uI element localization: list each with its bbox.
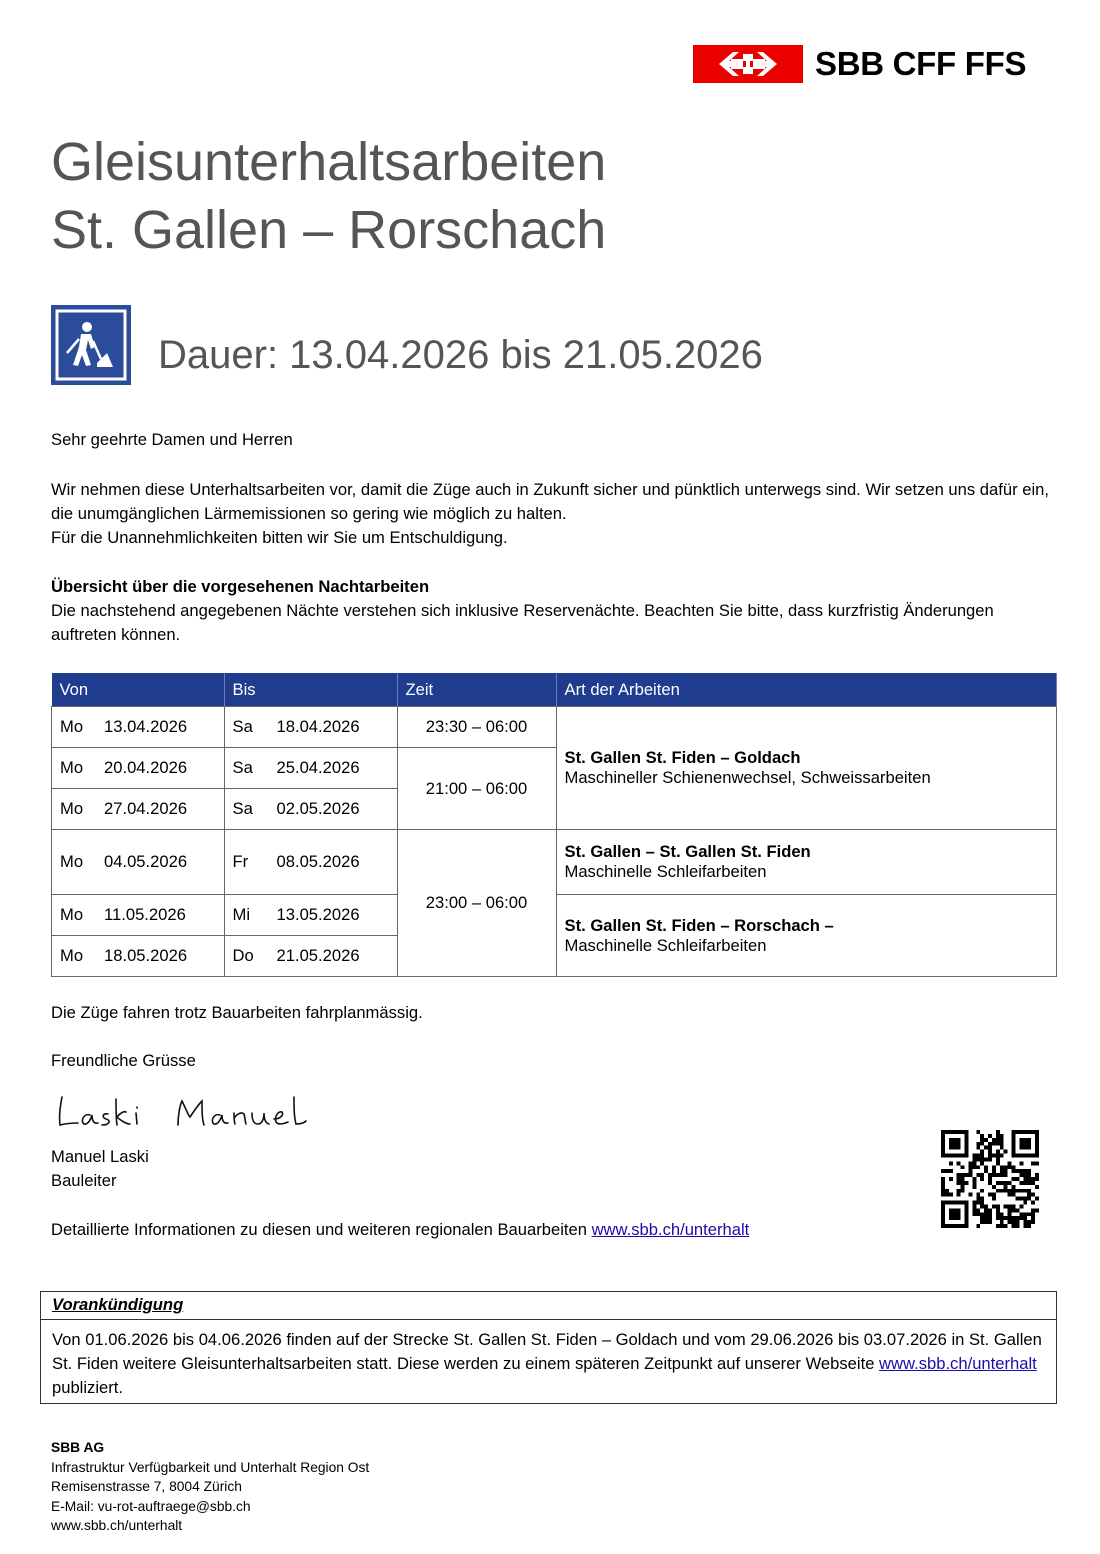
bis-cell: Fr 08.05.2026 bbox=[224, 830, 397, 895]
work-desc: Maschinelle Schleifarbeiten bbox=[564, 862, 767, 881]
header-art: Art der Arbeiten bbox=[556, 673, 1057, 707]
signer-role: Bauleiter bbox=[51, 1171, 117, 1190]
title-line-2: St. Gallen – Rorschach bbox=[51, 200, 607, 260]
table-row bbox=[52, 830, 1057, 895]
after-table-note: Die Züge fahren trotz Bauarbeiten fahrplanmässig. bbox=[51, 1003, 423, 1022]
footer-email: E-Mail: vu-rot-auftraege@sbb.ch bbox=[51, 1498, 251, 1514]
footer-dept: Infrastruktur Verfügbarkeit und Unterhalt Region Ost bbox=[51, 1459, 370, 1475]
schedule-table bbox=[51, 673, 1057, 977]
greeting: Freundliche Grüsse bbox=[51, 1051, 196, 1070]
bis-cell: Sa 02.05.2026 bbox=[224, 789, 397, 830]
von-cell: Mo 11.05.2026 bbox=[52, 895, 225, 936]
time-cell: 21:00 – 06:00 bbox=[397, 748, 556, 830]
overview-heading: Übersicht über die vorgesehenen Nachtarbeiten bbox=[51, 577, 430, 596]
work-cell bbox=[556, 707, 1057, 830]
von-cell: Mo 13.04.2026 bbox=[52, 707, 225, 748]
bis-cell: Mi 13.05.2026 bbox=[224, 895, 397, 936]
work-title: St. Gallen St. Fiden – Goldach bbox=[564, 748, 801, 767]
von-cell: Mo 04.05.2026 bbox=[52, 830, 225, 895]
salutation: Sehr geehrte Damen und Herren bbox=[51, 430, 293, 449]
bis-cell: Do 21.05.2026 bbox=[224, 936, 397, 977]
details-link[interactable]: www.sbb.ch/unterhalt bbox=[591, 1220, 750, 1239]
construction-worker-icon bbox=[51, 305, 131, 385]
notice-text-end: publiziert. bbox=[52, 1378, 124, 1397]
von-cell: Mo 18.05.2026 bbox=[52, 936, 225, 977]
notice-link[interactable]: www.sbb.ch/unterhalt bbox=[879, 1354, 1037, 1373]
header-bis: Bis bbox=[224, 673, 397, 707]
notice-title: Vorankündigung bbox=[52, 1295, 184, 1314]
sbb-logo bbox=[693, 45, 1026, 83]
bis-cell: Sa 18.04.2026 bbox=[224, 707, 397, 748]
work-cell bbox=[556, 830, 1057, 895]
intro-paragraph bbox=[51, 478, 1061, 550]
time-cell: 23:00 – 06:00 bbox=[397, 830, 556, 977]
signer-block bbox=[51, 1145, 1061, 1193]
details-line bbox=[51, 1218, 1061, 1242]
sbb-logo-text: SBB CFF FFS bbox=[815, 45, 1027, 82]
intro-text-1: Wir nehmen diese Unterhaltsarbeiten vor, damit die Züge auch in Zukunft sicher und pünktlich unterwegs sind. Wir setzen uns dafür ein, die unumgänglichen Lärmemissionen so gering wie möglich zu halten. bbox=[51, 480, 1049, 523]
time-cell: 23:30 – 06:00 bbox=[397, 707, 556, 748]
notice-body bbox=[52, 1328, 1047, 1400]
notice-text: Von 01.06.2026 bis 04.06.2026 finden auf der Strecke St. Gallen St. Fiden – Goldach und vom 29.06.2026 bis 03.07.2026 in St. Gallen St. Fiden weitere Gleisunterhaltsarbeiten statt. Diese werden zu einem späteren Zeitpunkt auf unserer Webseite bbox=[52, 1330, 1042, 1373]
overview-text: Die nachstehend angegebenen Nächte verstehen sich inklusive Reservenächte. Beachten Sie bitte, dass kurzfristig Änderungen auftreten können. bbox=[51, 601, 994, 644]
von-cell: Mo 20.04.2026 bbox=[52, 748, 225, 789]
signature-image bbox=[54, 1093, 314, 1133]
header-von: Von bbox=[52, 673, 225, 707]
details-text: Detaillierte Informationen zu diesen und weiteren regionalen Bauarbeiten bbox=[51, 1220, 592, 1239]
notice-divider bbox=[41, 1319, 1056, 1320]
work-desc: Maschineller Schienenwechsel, Schweissarbeiten bbox=[564, 768, 931, 787]
table-row bbox=[52, 707, 1057, 748]
footer-company: SBB AG bbox=[51, 1440, 105, 1455]
signer-name: Manuel Laski bbox=[51, 1147, 149, 1166]
footer-address: Remisenstrasse 7, 8004 Zürich bbox=[51, 1479, 242, 1495]
bis-cell: Sa 25.04.2026 bbox=[224, 748, 397, 789]
footer-web: www.sbb.ch/unterhalt bbox=[51, 1518, 183, 1534]
title-line-1: Gleisunterhaltsarbeiten bbox=[51, 132, 607, 192]
page-title bbox=[51, 128, 606, 264]
duration: Dauer: 13.04.2026 bis 21.05.2026 bbox=[158, 333, 763, 377]
intro-text-2: Für die Unannehmlichkeiten bitten wir Sie um Entschuldigung. bbox=[51, 528, 508, 547]
von-cell: Mo 27.04.2026 bbox=[52, 789, 225, 830]
work-title: St. Gallen St. Fiden – Rorschach – bbox=[564, 915, 834, 935]
advance-notice-box bbox=[40, 1291, 1057, 1404]
sbb-swiss-cross-arrows-icon bbox=[693, 45, 803, 83]
work-desc: Maschinelle Schleifarbeiten bbox=[564, 935, 767, 955]
qr-code-icon bbox=[941, 1130, 1039, 1228]
footer bbox=[51, 1438, 369, 1536]
work-title: St. Gallen – St. Gallen St. Fiden bbox=[564, 842, 811, 861]
header-zeit: Zeit bbox=[397, 673, 556, 707]
work-cell bbox=[556, 895, 1057, 977]
table-header-row bbox=[52, 673, 1057, 707]
